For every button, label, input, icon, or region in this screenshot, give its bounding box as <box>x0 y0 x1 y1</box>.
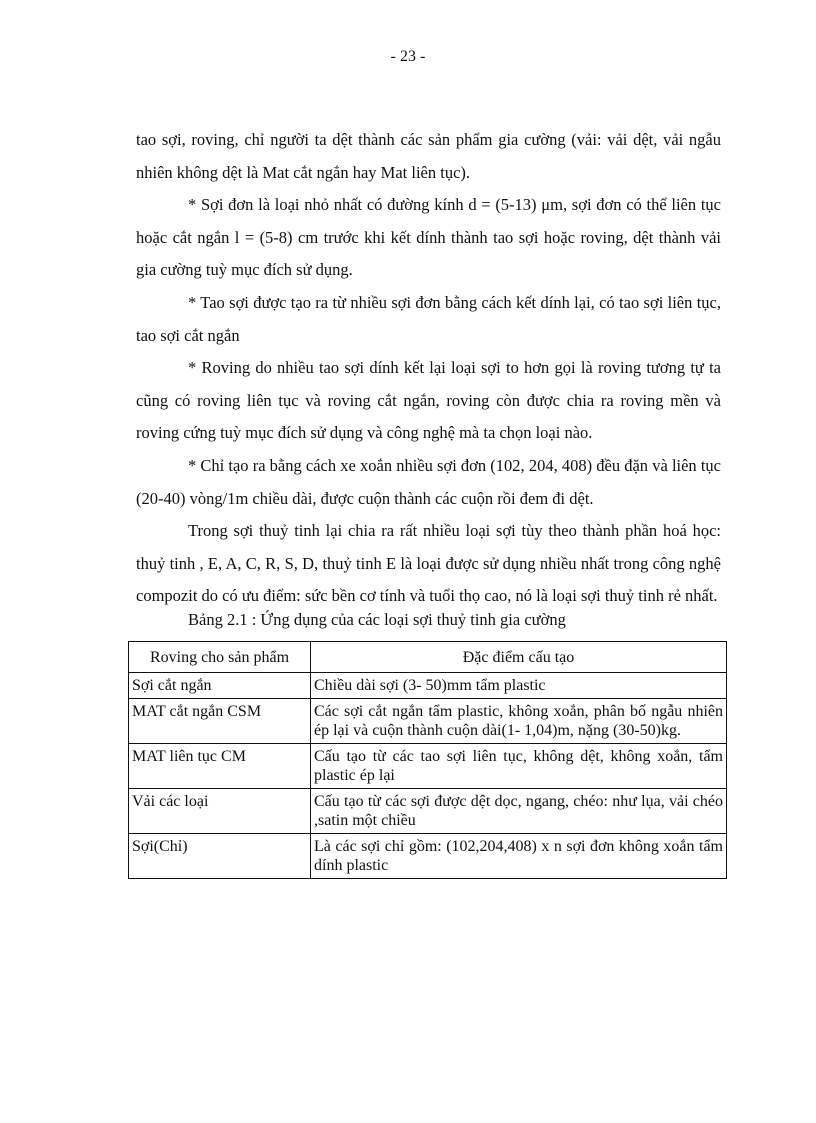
table-cell: Sợi(Chỉ) <box>129 834 311 879</box>
glass-fiber-table <box>128 641 727 879</box>
table-header-row <box>129 642 727 673</box>
table-row <box>129 834 727 879</box>
paragraph: * Chỉ tạo ra bằng cách xe xoắn nhiều sợi đơn (102, 204, 408) đều đặn và liên tục (20-40) vòng/1m chiều dài, được cuộn thành các cuộn rồi đem đi dệt. <box>136 455 721 508</box>
table-header-cell: Roving cho sản phẩm <box>129 642 311 673</box>
paragraph: * Sợi đơn là loại nhỏ nhất có đường kính d = (5-13) μm, sợi đơn có thể liên tục hoặc cắt ngắn l = (5-8) cm trước khi kết dính thành tao sợi hoặc roving, dệt thành vải gia cường tuỳ mục đích sử dụng. <box>136 195 721 280</box>
table-row <box>129 744 727 789</box>
table-cell: Các sợi cắt ngắn tẩm plastic, không xoắn, phân bố ngẫu nhiên ép lại và cuộn thành cuộn dài(1- 1,04)m, nặng (30-50)kg. <box>311 699 727 744</box>
table-cell: MAT liên tục CM <box>129 744 311 789</box>
table-row <box>129 789 727 834</box>
table-cell: Là các sợi chỉ gồm: (102,204,408) x n sợi đơn không xoắn tẩm dính plastic <box>311 834 727 879</box>
table-row <box>129 673 727 699</box>
table-row <box>129 699 727 744</box>
paragraph: tao sợi, roving, chỉ người ta dệt thành các sản phẩm gia cường (vải: vải dệt, vải ngẫu nhiên không dệt là Mat cắt ngắn hay Mat liên tục). <box>136 130 721 182</box>
table-cell: Chiều dài sợi (3- 50)mm tẩm plastic <box>311 673 727 699</box>
paragraph: * Tao sợi được tạo ra từ nhiều sợi đơn bằng cách kết dính lại, có tao sợi liên tục, tao sợi cắt ngắn <box>136 292 721 345</box>
table-cell: Vải các loại <box>129 789 311 834</box>
page-number: - 23 - <box>390 48 426 65</box>
body-text <box>136 124 721 613</box>
table-cell: Cấu tạo từ các sợi được dệt dọc, ngang, chéo: như lụa, vải chéo ,satin một chiều <box>311 789 727 834</box>
table-cell: MAT cắt ngắn CSM <box>129 699 311 744</box>
paragraph: * Roving do nhiều tao sợi dính kết lại loại sợi to hơn gọi là roving tương tự ta cũng có roving liên tục và roving cắt ngắn, roving còn được chia ra roving mền và roving cứng tuỳ mục đích sử dụng và công nghệ mà ta chọn loại nào. <box>136 358 721 443</box>
table-cell: Sợi cắt ngắn <box>129 673 311 699</box>
table-cell: Cấu tạo từ các tao sợi liên tục, không dệt, không xoắn, tẩm plastic ép lại <box>311 744 727 789</box>
paragraph: Trong sợi thuỷ tinh lại chia ra rất nhiều loại sợi tùy theo thành phần hoá học: thuỷ tinh , E, A, C, R, S, D, thuỷ tinh E là loại được sử dụng nhiều nhất trong công nghệ compozit do có ưu điểm: sức bền cơ tính và tuổi thọ cao, nó là loại sợi thuỷ tinh rẻ nhất. <box>136 521 721 606</box>
table-caption: Bảng 2.1 : Ứng dụng của các loại sợi thuỷ tinh gia cường <box>188 610 566 629</box>
table-header-cell: Đặc điểm cấu tạo <box>311 642 727 673</box>
